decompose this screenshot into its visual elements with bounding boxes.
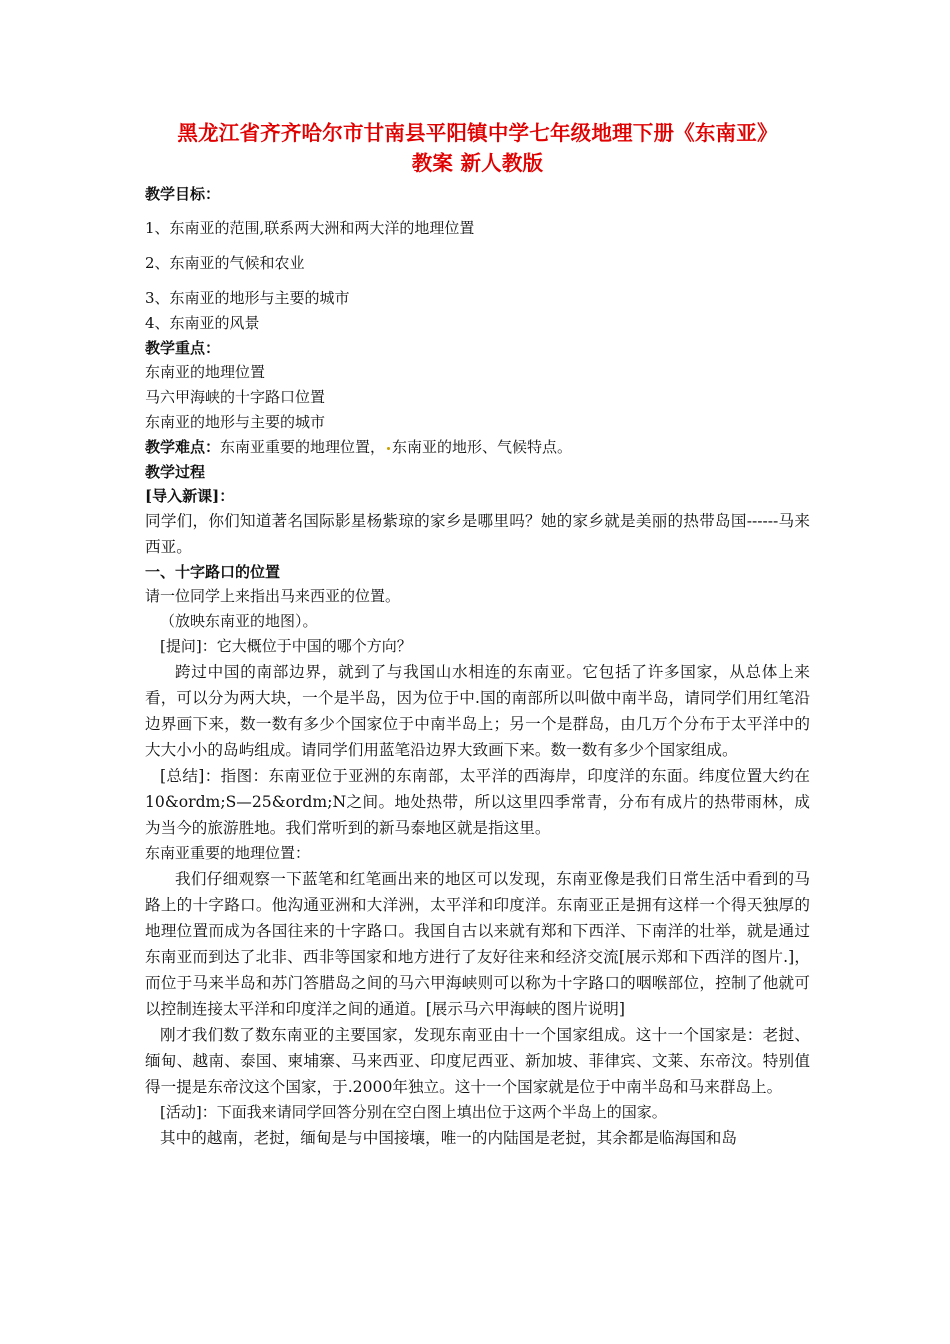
- section-1-heading: 一、十字路口的位置: [145, 563, 281, 581]
- goals-heading: 教学目标：: [145, 185, 221, 203]
- section-1-summary: [总结]：指图：东南亚位于亚洲的东南部，太平洋的西海岸，印度洋的东面。纬度位置大约在10&ordm;S—25&ordm;N之间。地处热带，所以这里四季常青，分布有成片的热带雨林，成为当今的旅游胜地。我们常听到的新马泰地区就是指这里。: [145, 767, 810, 837]
- section-1-paragraph: 刚才我们数了数东南亚的主要国家，发现东南亚由十一个国家组成。这十一个国家是：老挝、缅甸、越南、泰国、柬埔寨、马来西亚、印度尼西亚、新加坡、菲律宾、文莱、东帝汶。特别值得一提是东帝汶这个国家，于.2000年独立。这十一个国家就是位于中南半岛和马来群岛上。: [145, 1026, 810, 1096]
- location-label: 东南亚重要的地理位置：: [145, 844, 311, 862]
- section-1-line: （放映东南亚的地图）。: [160, 612, 318, 630]
- difficulty-text-a: 东南亚重要的地理位置，: [220, 438, 386, 456]
- difficulty-label: 教学难点：: [145, 438, 221, 456]
- section-1-line: 请一位同学上来指出马来西亚的位置。: [145, 587, 401, 605]
- section-1-paragraph: 跨过中国的南部边界，就到了与我国山水相连的东南亚。它包括了许多国家，从总体上来看，可以分为两大块，一个是半岛，因为位于中.国的南部所以叫做中南半岛，请同学们用红笔沿边界画下来，数一数有多少个国家位于中南半岛上；另一个是群岛，由几万个分布于太平洋中的大大小小的岛屿组成。请同学们用蓝笔沿边界大致画下来。数一数有多少个国家组成。: [145, 663, 810, 759]
- goal-item: 4、东南亚的风景: [145, 314, 260, 332]
- difficulty-text-b: 东南亚的地形、气候特点。: [392, 438, 573, 456]
- section-1-paragraph: 其中的越南，老挝，缅甸是与中国接壤，唯一的内陆国是老挝，其余都是临海国和岛: [160, 1129, 737, 1147]
- section-1-paragraph: 我们仔细观察一下蓝笔和红笔画出来的地区可以发现，东南亚像是我们日常生活中看到的马路上的十字路口。他沟通亚洲和大洋洲，太平洋和印度洋。东南亚正是拥有这样一个得天独厚的地理位置而成为各国往来的十字路口。我国自古以来就有郑和下西洋、下南洋的壮举，就是通过东南亚而到达了北非、西非等国家和地方进行了友好往来和经济交流[展示郑和下西洋的图片.]，而位于马来半岛和苏门答腊岛之间的马六甲海峡则可以称为十字路口的咽喉部位，控制了他就可以控制连接太平洋和印度洋之间的通道。[展示马六甲海峡的图片说明]: [145, 870, 810, 1018]
- title-line-2: 教案 新人教版: [411, 151, 544, 175]
- goal-item: 3、东南亚的地形与主要的城市: [145, 289, 350, 307]
- key-point-item: 东南亚的地理位置: [145, 363, 266, 381]
- goal-item: 1、东南亚的范围,联系两大洲和两大洋的地理位置: [145, 219, 475, 237]
- key-point-item: 东南亚的地形与主要的城市: [145, 413, 326, 431]
- difficulty-line: [145, 435, 810, 460]
- key-point-item: 马六甲海峡的十字路口位置: [145, 388, 326, 406]
- process-heading: 教学过程: [145, 463, 206, 481]
- section-1-question: [提问]：它大概位于中国的哪个方向？: [160, 637, 412, 655]
- stray-mark: [387, 447, 390, 450]
- key-points-heading: 教学重点：: [145, 339, 221, 357]
- document-page: [145, 118, 810, 1151]
- section-1-activity: [活动]：下面我来请同学回答分别在空白图上填出位于这两个半岛上的国家。: [160, 1103, 667, 1121]
- goal-item: 2、东南亚的气候和农业: [145, 254, 305, 272]
- intro-heading: [导入新课]：: [145, 487, 235, 505]
- title-line-1: 黑龙江省齐齐哈尔市甘南县平阳镇中学七年级地理下册《东南亚》: [177, 121, 778, 145]
- intro-paragraph: 同学们，你们知道著名国际影星杨紫琼的家乡是哪里吗？她的家乡就是美丽的热带岛国------马来西亚。: [145, 512, 810, 556]
- document-title: [145, 118, 810, 178]
